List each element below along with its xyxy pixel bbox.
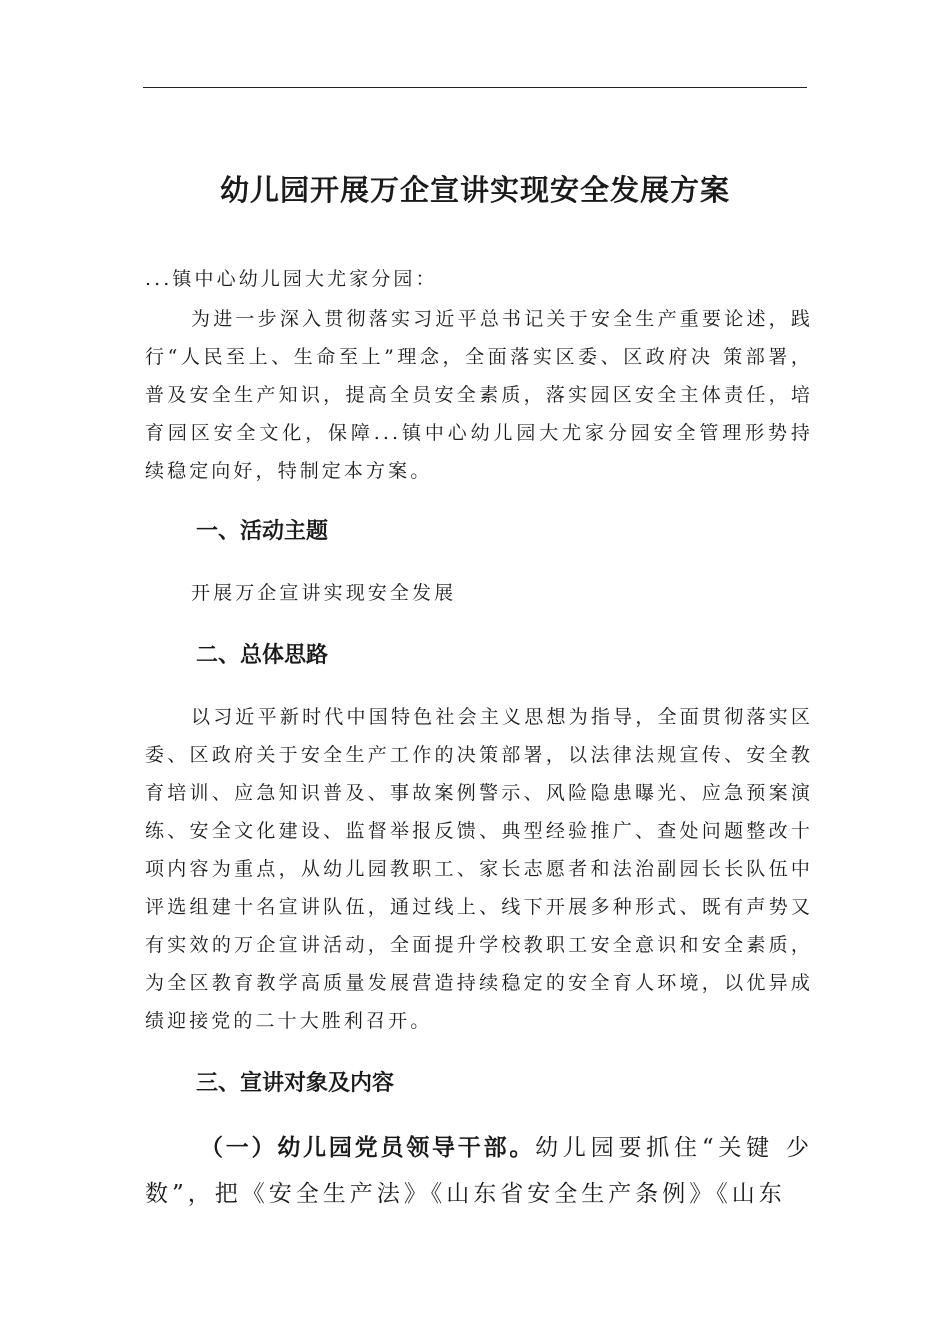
- intro-paragraph: 为进一步深入贯彻落实习近平总书记关于安全生产重要论述，践行“人民至上、生命至上”理念，全面落实区委、区政府决 策部署，普及安全生产知识，提高全员安全素质，落实园区安全主体责任，培育园区安全文化，保障...镇中心幼儿园大尤家分园安全管理形势持续稳定向好，特制定本方案。: [145, 308, 813, 482]
- addressee: ...镇中心幼儿园大尤家分园：: [145, 268, 438, 290]
- section-heading-approach: 二、总体思路: [196, 643, 329, 668]
- subsection-label: （一）幼儿园党员领导干部。: [200, 1135, 536, 1161]
- section-body-theme: 开展万企宣讲实现安全发展: [191, 582, 457, 604]
- section-heading-theme: 一、活动主题: [196, 519, 329, 544]
- section-heading-targets: 三、宣讲对象及内容: [196, 1071, 395, 1096]
- header-rule: [143, 87, 807, 88]
- document-title: 幼儿园开展万企宣讲实现安全发展方案: [219, 173, 730, 207]
- section-body-approach: 以习近平新时代中国特色社会主义思想为指导，全面贯彻落实区委、区政府关于安全生产工作的决策部署，以法律法规宣传、安全教育培训、应急知识普及、事故案例警示、风险隐患曝光、应急预案演练、安全文化建设、监督举报反馈、典型经验推广、查处问题整改十项内容为重点，从幼儿园教职工、家长志愿者和法治副园长长队伍中评选组建十名宣讲队伍，通过线上、线下开展多种形式、既有声势又有实效的万企宣讲活动，全面提升学校教职工安全意识和安全素质，为全区教育教学高质量发展营造持续稳定的安全育人环境，以优异成绩迎接党的二十大胜利召开。: [145, 706, 813, 1032]
- subsection-body: 幼儿园要抓住“关键 少数”，把《安全生产法》《山东省安全生产条例》《山东: [145, 1135, 814, 1207]
- subsection-party-leaders: [145, 1125, 813, 1217]
